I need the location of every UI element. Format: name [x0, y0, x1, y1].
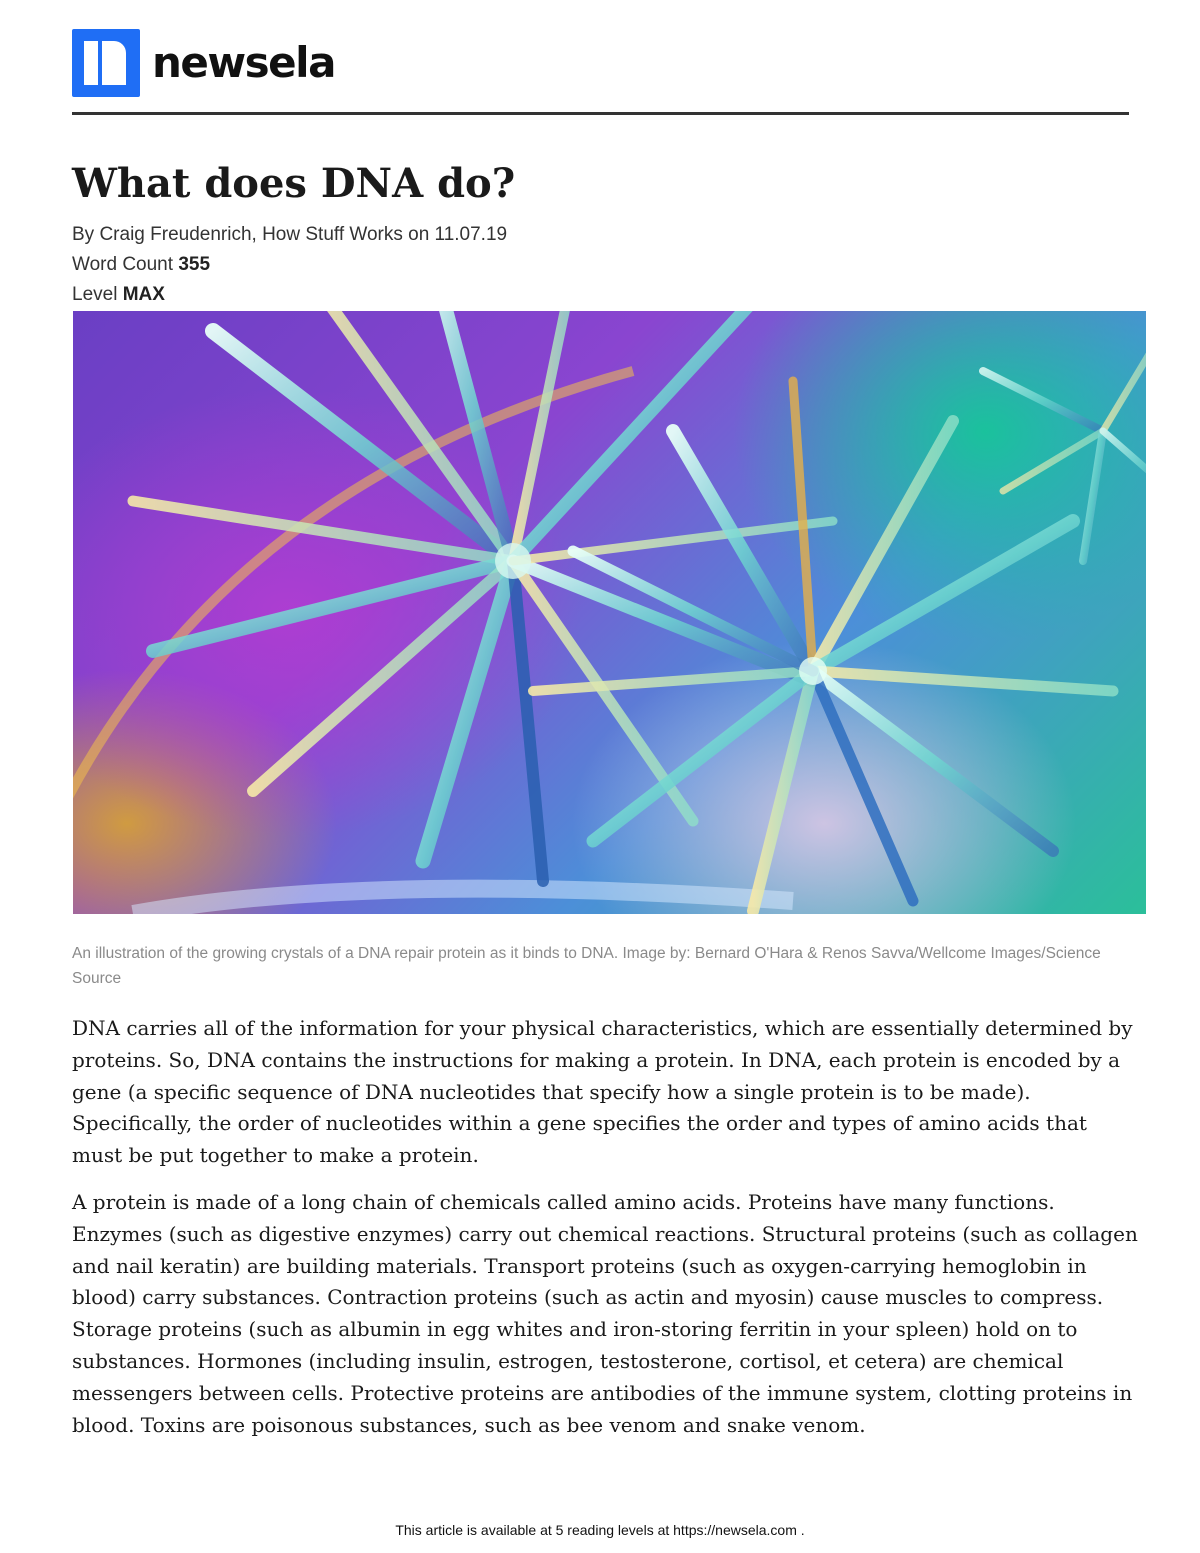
reading-level-label: Level: [72, 284, 118, 305]
article-paragraph: DNA carries all of the information for your physical characteristics, which are essentially determined by proteins. So, DNA contains the instructions for making a protein. In DNA, each protein is encoded by a gene (a specific sequence of DNA nucleotides that specify how a single protein is to be made). Specifically, the order of nucleotides within a gene specifies the order and types of amino acids that must be put together to make a protein.: [72, 1016, 1133, 1168]
reading-level-value: MAX: [122, 284, 165, 305]
header-divider: [72, 112, 1129, 115]
word-count: [72, 255, 210, 274]
newsela-logo-icon: [72, 29, 140, 97]
article-body: [72, 1013, 1142, 1456]
article-hero-image: [73, 311, 1146, 914]
page-footer: This article is available at 5 reading levels at https://newsela.com .: [395, 1522, 805, 1538]
word-count-value: 355: [178, 254, 211, 275]
image-caption: An illustration of the growing crystals of a DNA repair protein as it binds to DNA. Image by: Bernard O'Hara & Renos Savva/Wellcome Images/Science Source: [72, 945, 1101, 987]
brand-name: newsela: [152, 38, 335, 87]
article-paragraph: A protein is made of a long chain of chemicals called amino acids. Proteins have many functions. Enzymes (such as digestive enzymes) carry out chemical reactions. Structural proteins (such as collagen and nail keratin) are building materials. Transport proteins (such as oxygen-carrying hemoglobin in blood) carry substances. Contraction proteins (such as actin and myosin) cause muscles to compress. Storage proteins (such as albumin in egg whites and iron-storing ferritin in your spleen) hold on to substances. Hormones (including insulin, estrogen, testosterone, cortisol, et cetera) are chemical messengers between cells. Protective proteins are antibodies of the immune system, clotting proteins in blood. Toxins are poisonous substances, such as bee venom and snake venom.: [72, 1189, 1138, 1437]
reading-level: [72, 285, 165, 304]
article-title: What does DNA do?: [72, 160, 516, 207]
newsela-logo[interactable]: [72, 28, 335, 98]
word-count-label: Word Count: [72, 254, 174, 275]
crystal-illustration: [73, 311, 1146, 914]
article-byline: By Craig Freudenrich, How Stuff Works on 11.07.19: [72, 224, 508, 245]
